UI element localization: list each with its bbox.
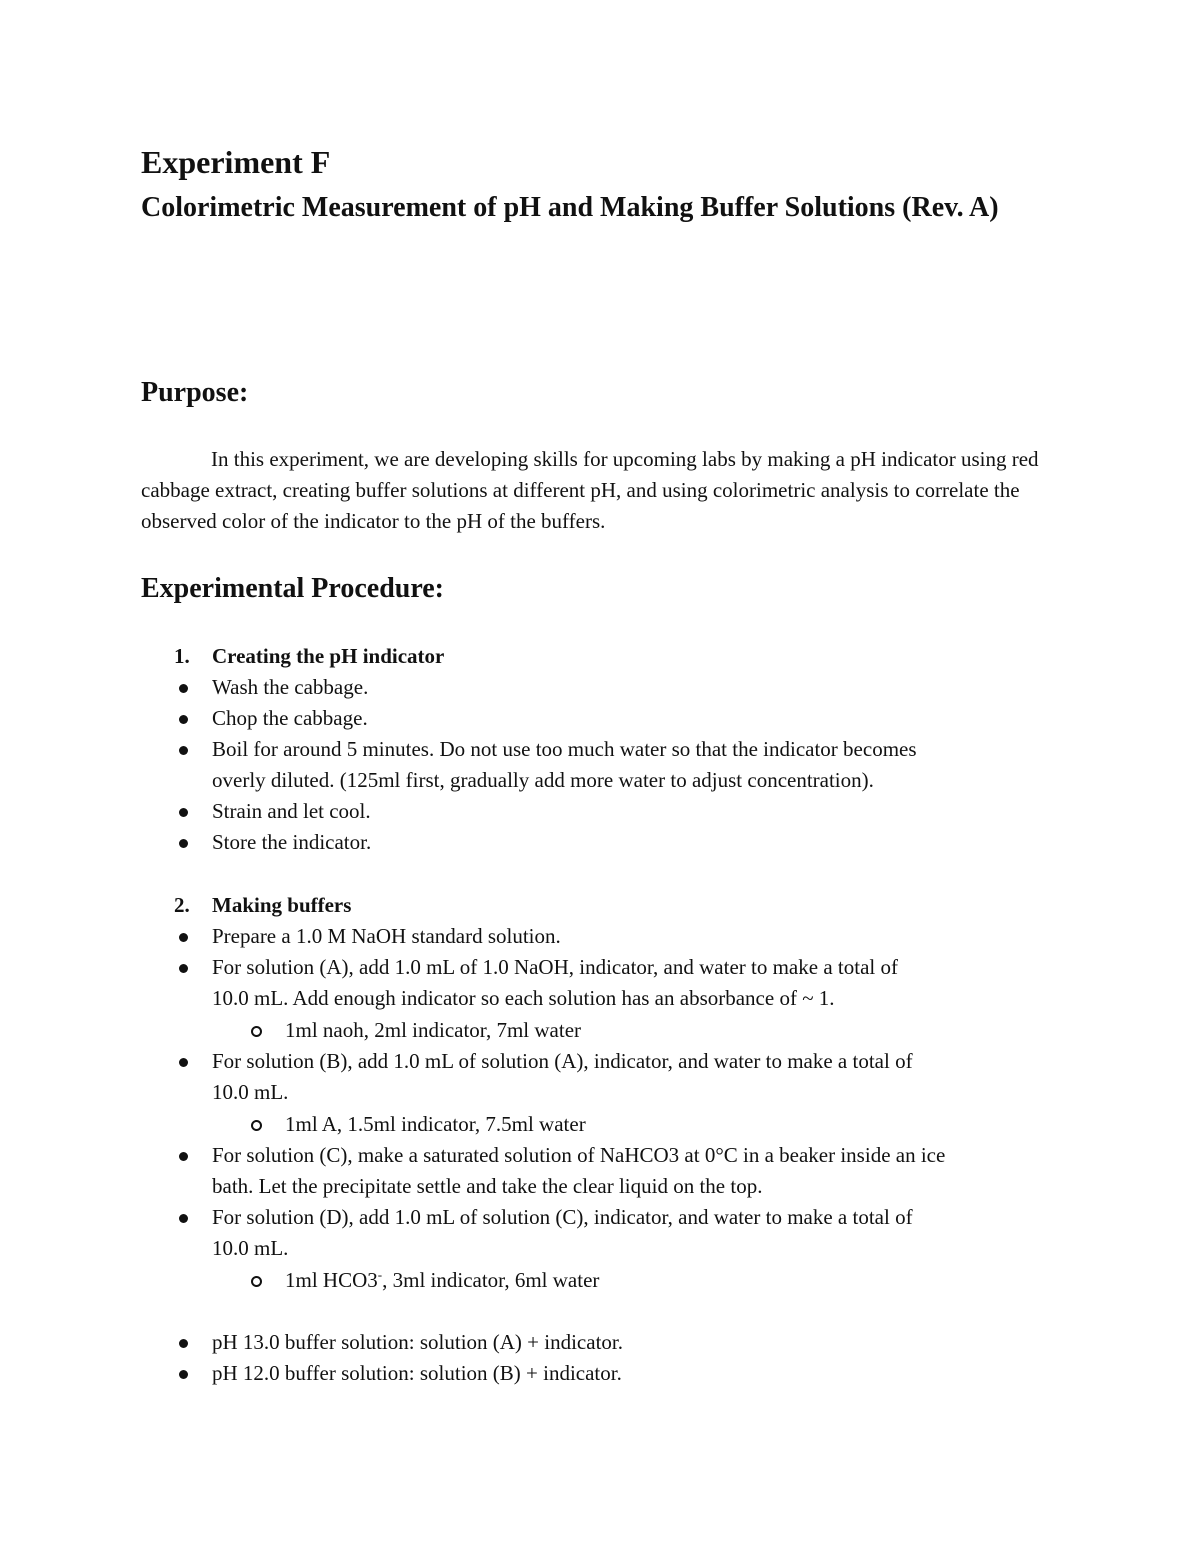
list-item: Strain and let cool. — [212, 799, 371, 823]
bullet-icon — [179, 1152, 188, 1161]
superscript-charge: - — [377, 1267, 383, 1282]
document-title: Experiment F — [141, 144, 331, 180]
sub-bullet-icon — [251, 1120, 262, 1131]
list-item: For solution (C), make a saturated solution of NaHCO3 at 0°C in a beaker inside an ice — [212, 1143, 946, 1167]
list-item-continuation: 10.0 mL. Add enough indicator so each solution has an absorbance of ~ 1. — [212, 986, 835, 1010]
purpose-paragraph: In this experiment, we are developing skills for upcoming labs by making a pH indicator using red cabbage extract, creating buffer solutions at different pH, and using colorimetric analysis to correlate the observed color of the indicator to the pH of the buffers. — [141, 447, 1039, 533]
sub-bullet-icon — [251, 1026, 262, 1037]
bullet-icon — [179, 933, 188, 942]
sub-list-item: 1ml A, 1.5ml indicator, 7.5ml water — [285, 1112, 586, 1136]
list-item: Prepare a 1.0 M NaOH standard solution. — [212, 924, 561, 948]
list-item-continuation: overly diluted. (125ml first, gradually add more water to adjust concentration). — [212, 768, 874, 792]
sub-list-text-b: , 3ml indicator, 6ml water — [382, 1268, 600, 1292]
sub-bullet-icon — [251, 1276, 262, 1287]
list-item-continuation: 10.0 mL. — [212, 1080, 289, 1104]
list-item: Store the indicator. — [212, 830, 372, 854]
purpose-heading: Purpose: — [141, 377, 249, 408]
sub-list-item — [285, 1265, 599, 1296]
list-item: For solution (A), add 1.0 mL of 1.0 NaOH, indicator, and water to make a total of — [212, 955, 898, 979]
list-item: pH 13.0 buffer solution: solution (A) + indicator. — [212, 1330, 623, 1354]
list-item: pH 12.0 buffer solution: solution (B) + indicator. — [212, 1361, 622, 1385]
list-item-continuation: bath. Let the precipitate settle and take the clear liquid on the top. — [212, 1174, 763, 1198]
bullet-icon — [179, 839, 188, 848]
procedure-heading: Experimental Procedure: — [141, 573, 445, 604]
bullet-icon — [179, 684, 188, 693]
section-title: Making buffers — [212, 893, 352, 917]
bullet-icon — [179, 715, 188, 724]
bullet-icon — [179, 808, 188, 817]
sub-list-text-a: 1ml HCO3 — [285, 1268, 378, 1292]
section-number: 2. — [174, 893, 190, 917]
bullet-icon — [179, 1214, 188, 1223]
bullet-icon — [179, 1058, 188, 1067]
bullet-icon — [179, 1339, 188, 1348]
list-item: Wash the cabbage. — [212, 675, 369, 699]
bullet-icon — [179, 964, 188, 973]
bullet-icon — [179, 746, 188, 755]
list-item: For solution (D), add 1.0 mL of solution (C), indicator, and water to make a total of — [212, 1205, 913, 1229]
list-item: For solution (B), add 1.0 mL of solution (A), indicator, and water to make a total of — [212, 1049, 913, 1073]
list-item-continuation: 10.0 mL. — [212, 1236, 289, 1260]
section-number: 1. — [174, 644, 190, 668]
section-title: Creating the pH indicator — [212, 644, 445, 668]
list-item: Boil for around 5 minutes. Do not use too much water so that the indicator becomes — [212, 737, 917, 761]
document-subtitle: Colorimetric Measurement of pH and Making Buffer Solutions (Rev. A) — [141, 192, 999, 223]
bullet-icon — [179, 1370, 188, 1379]
sub-list-item: 1ml naoh, 2ml indicator, 7ml water — [285, 1018, 582, 1042]
list-item: Chop the cabbage. — [212, 706, 368, 730]
